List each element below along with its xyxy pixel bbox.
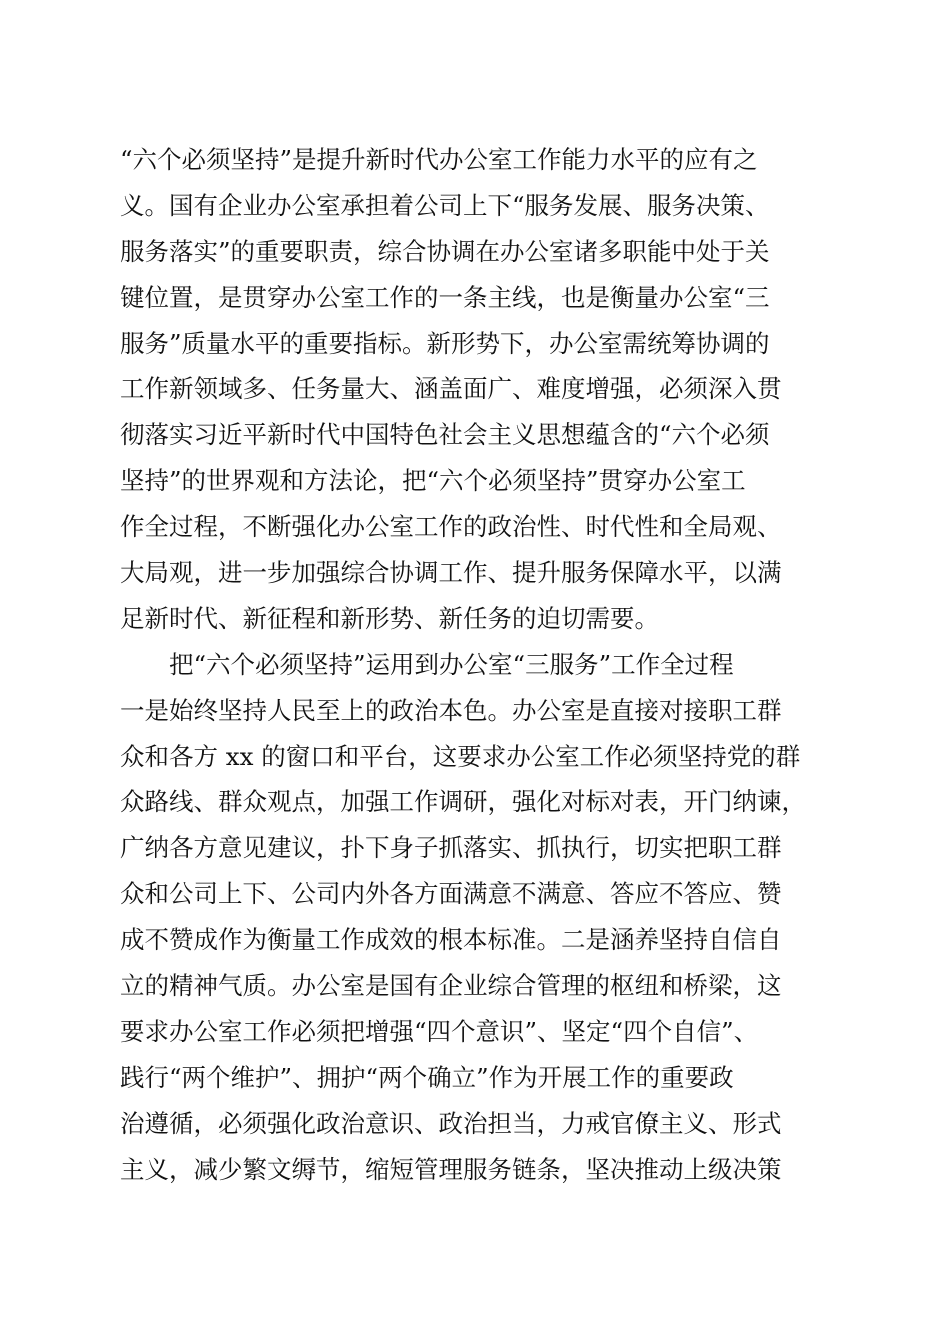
text-line: 大局观，进一步加强综合协调工作、提升服务保障水平，以满 — [120, 558, 782, 588]
text-line: 立的精神气质。办公室是国有企业综合管理的枢纽和桥梁，这 — [120, 971, 782, 1001]
text-line: 众路线、群众观点，加强工作调研，强化对标对表，开门纳谏， — [120, 787, 806, 817]
paragraph-six-musts — [120, 642, 840, 1193]
text-line: 服务”质量水平的重要指标。新形势下，办公室需统筹协调的 — [120, 328, 770, 358]
text-line: 广纳各方意见建议，扑下身子抓落实、抓执行，切实把职工群 — [120, 833, 782, 863]
text-line: 成不赞成作为衡量工作成效的根本标准。二是涵养坚持自信自 — [120, 925, 782, 955]
text-line: 要求办公室工作必须把增强“四个意识”、坚定“四个自信”、 — [120, 1016, 759, 1046]
document-body — [120, 137, 840, 1192]
text-line: 一是始终坚持人民至上的政治本色。办公室是直接对接职工群 — [120, 695, 782, 725]
text-line: 主义，减少繁文缛节，缩短管理服务链条，坚决推动上级决策 — [120, 1154, 782, 1184]
text-line: 义。国有企业办公室承担着公司上下“服务发展、服务决策、 — [120, 190, 770, 220]
text-line: 众和公司上下、公司内外各方面满意不满意、答应不答应、赞 — [120, 879, 782, 909]
text-line: 众和各方 xx 的窗口和平台，这要求办公室工作必须坚持党的群 — [120, 741, 801, 771]
section-heading-line: 把“六个必须坚持”运用到办公室“三服务”工作全过程 — [169, 649, 734, 679]
text-line: 作全过程，不断强化办公室工作的政治性、时代性和全局观、 — [120, 512, 782, 542]
text-line: 坚持”的世界观和方法论，把“六个必须坚持”贯穿办公室工 — [120, 466, 746, 496]
text-line: 工作新领域多、任务量大、涵盖面广、难度增强，必须深入贯 — [120, 374, 782, 404]
text-line: 践行“两个维护”、拥护“两个确立”作为开展工作的重要政 — [120, 1062, 734, 1092]
text-line: “六个必须坚持”是提升新时代办公室工作能力水平的应有之 — [120, 145, 758, 174]
text-line: 服务落实”的重要职责，综合协调在办公室诸多职能中处于关 — [120, 236, 770, 266]
text-line: 治遵循，必须强化政治意识、政治担当，力戒官僚主义、形式 — [120, 1108, 782, 1138]
text-line: 键位置，是贯穿办公室工作的一条主线，也是衡量办公室“三 — [120, 282, 770, 312]
text-line: 足新时代、新征程和新形势、新任务的迫切需要。 — [120, 603, 659, 633]
text-line: 彻落实习近平新时代中国特色社会主义思想蕴含的“六个必须 — [120, 420, 770, 450]
paragraph-intro — [120, 137, 840, 642]
